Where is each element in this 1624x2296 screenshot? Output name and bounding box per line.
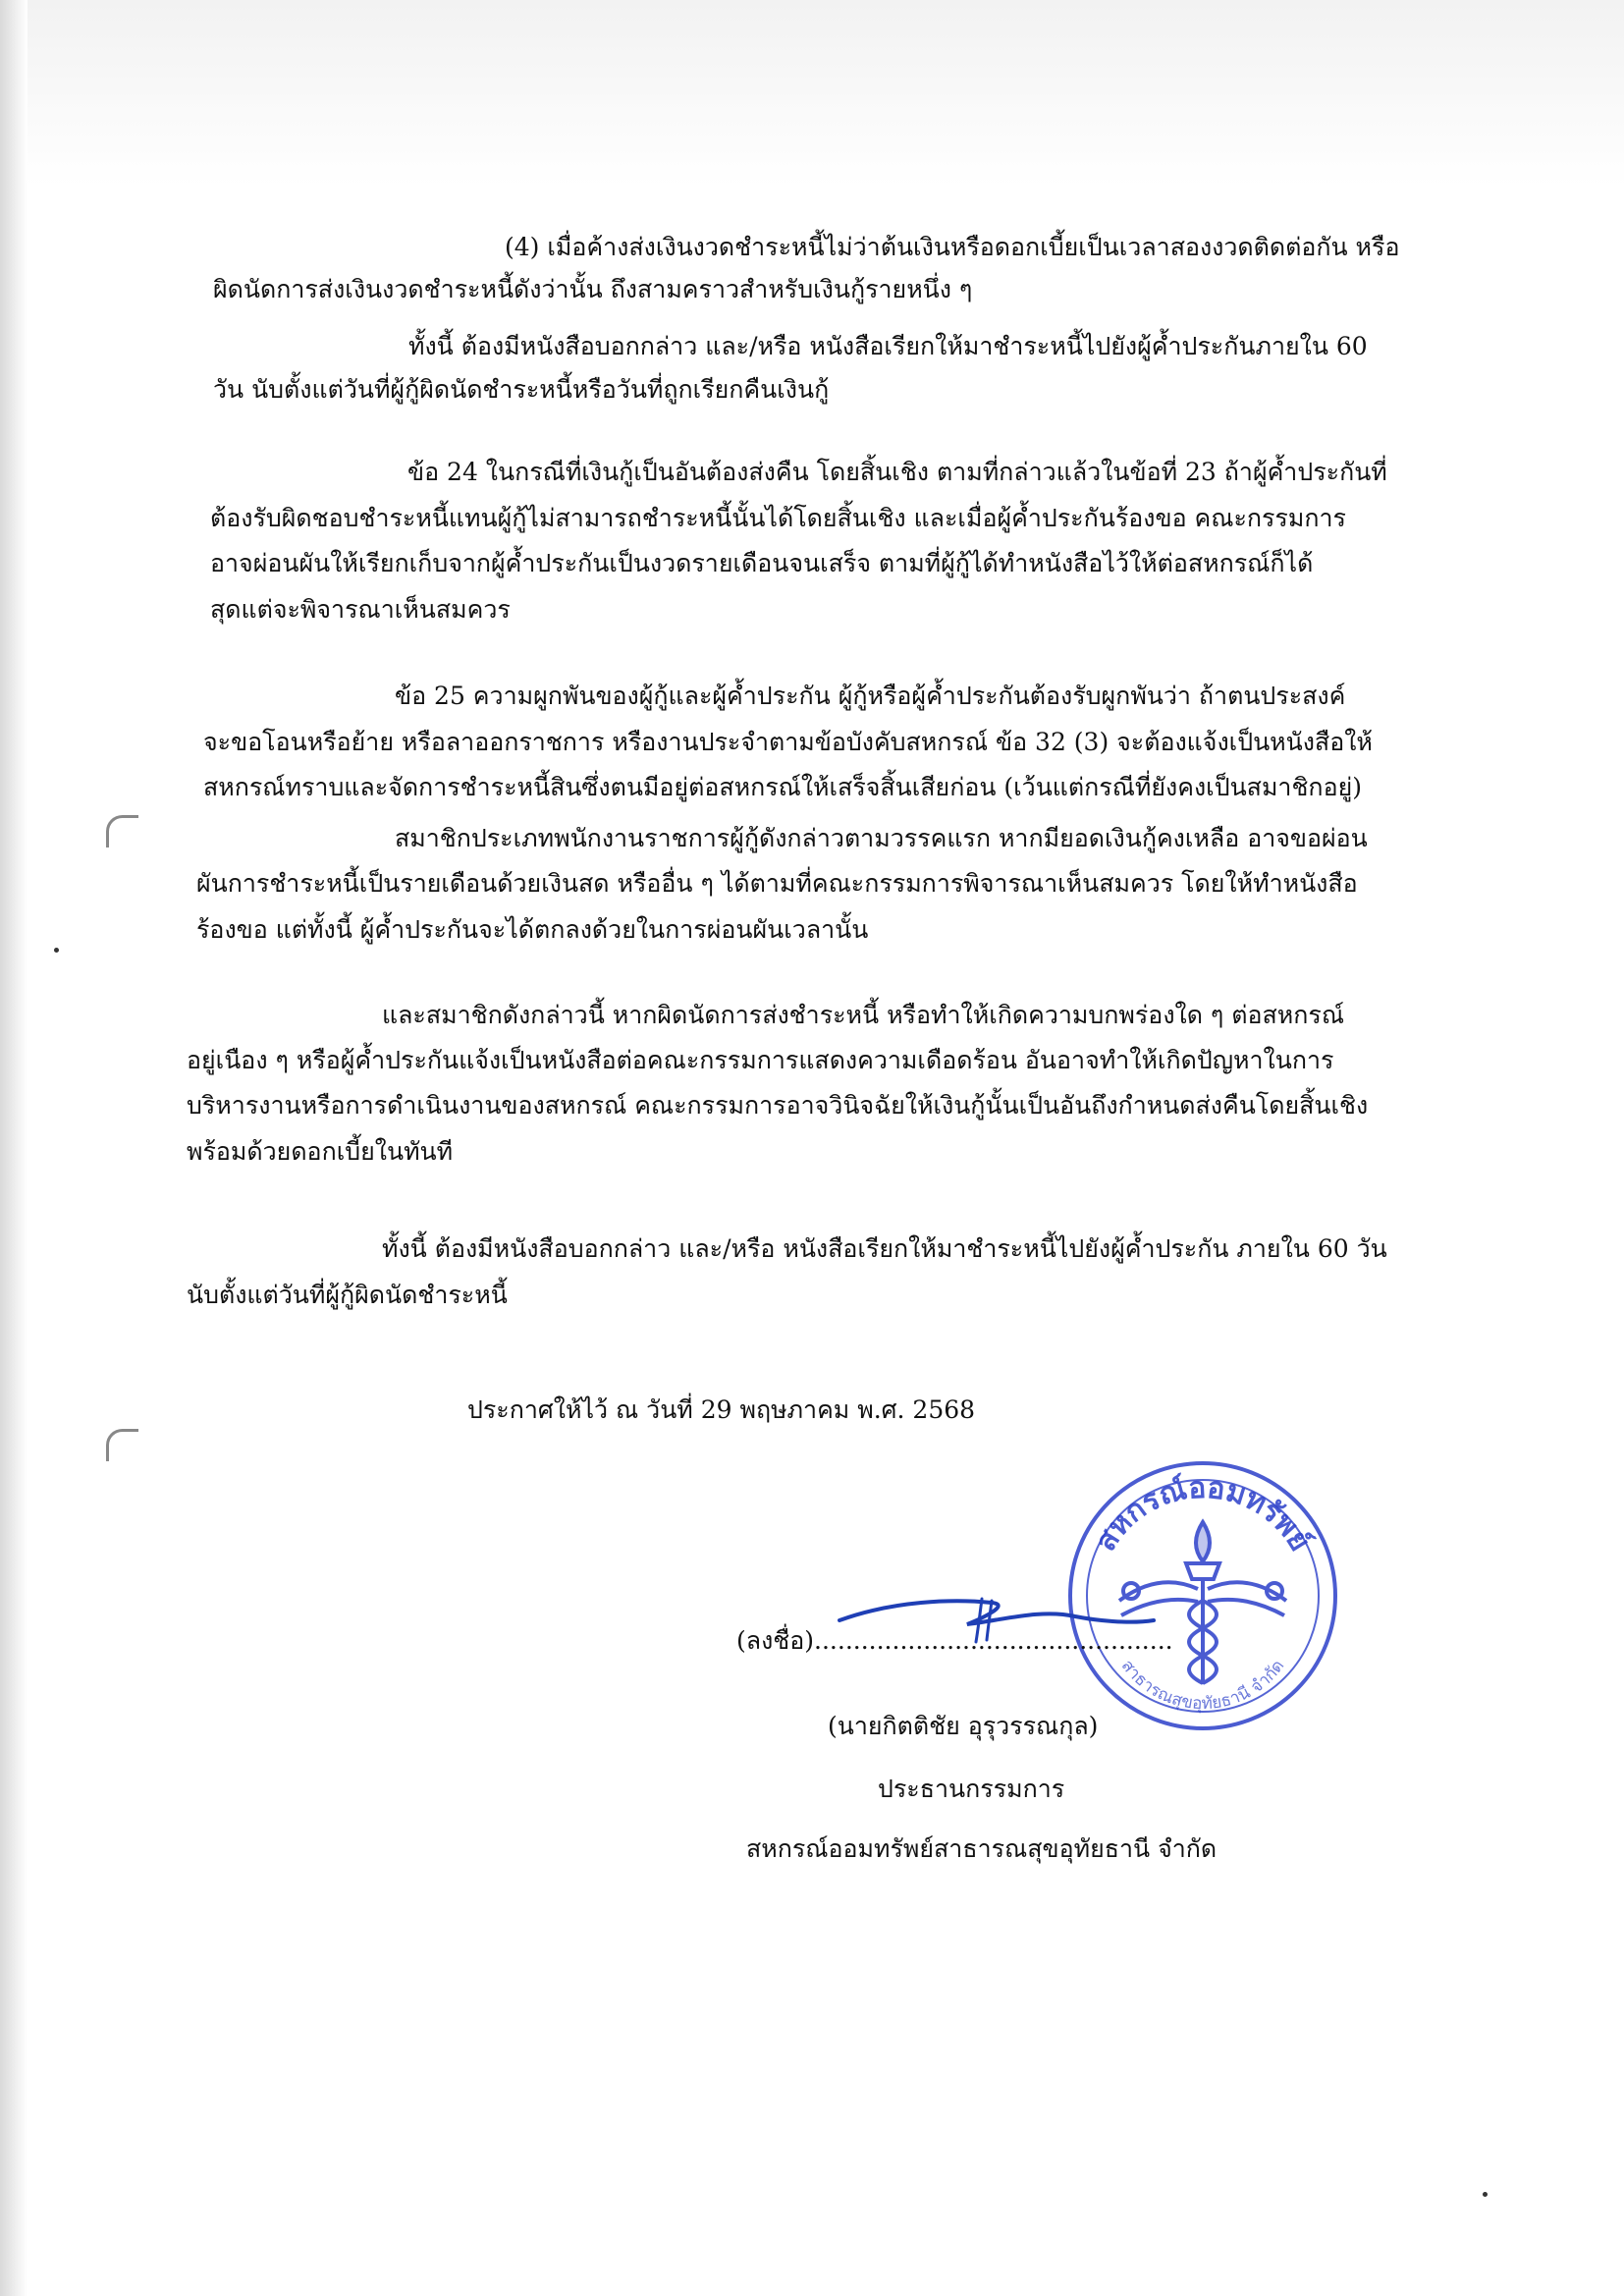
paragraph-line: สุดแต่จะพิจารณาเห็นสมควร [210,595,511,624]
paragraph-line: ต้องรับผิดชอบชำระหนี้แทนผู้กู้ไม่สามารถชำระหนี้นั้นได้โดยสิ้นเชิง และเมื่อผู้ค้ำประกันร้องขอ คณะกรรมการ [210,504,1346,532]
paragraph-line: อยู่เนือง ๆ หรือผู้ค้ำประกันแจ้งเป็นหนังสือต่อคณะกรรมการแสดงความเดือดร้อน อันอาจทำให้เกิดปัญหาในการ [187,1046,1334,1074]
paragraph-line: ทั้งนี้ ต้องมีหนังสือบอกกล่าว และ/หรือ หนังสือเรียกให้มาชำระหนี้ไปยังผู้ค้ำประกันภายใน 60 [408,332,1368,360]
announcement-date: ประกาศให้ไว้ ณ วันที่ 29 พฤษภาคม พ.ศ. 2568 [467,1395,976,1424]
paragraph-line: อาจผ่อนผันให้เรียกเก็บจากผู้ค้ำประกันเป็นงวดรายเดือนจนเสร็จ ตามที่ผู้กู้ได้ทำหนังสือไว้ให้ต่อสหกรณ์ก็ได้ [210,549,1314,577]
paragraph-line: ผิดนัดการส่งเงินงวดชำระหนี้ดังว่านั้น ถึงสามคราวสำหรับเงินกู้รายหนึ่ง ๆ [213,275,973,303]
organization-name: สหกรณ์ออมทรัพย์สาธารณสุขอุทัยธานี จำกัด [746,1834,1218,1863]
paragraph-line: วัน นับตั้งแต่วันที่ผู้กู้ผิดนัดชำระหนี้หรือวันที่ถูกเรียกคืนเงินกู้ [213,375,830,404]
paragraph-line: ข้อ 24 ในกรณีที่เงินกู้เป็นอันต้องส่งคืน โดยสิ้นเชิง ตามที่กล่าวแล้วในข้อที่ 23 ถ้าผู้ค้ำประกันที่ [407,458,1387,486]
paragraph-line: สมาชิกประเภทพนักงานราชการผู้กู้ดังกล่าวตามวรรคแรก หากมียอดเงินกู้คงเหลือ อาจขอผ่อน [395,824,1368,852]
paragraph-line: ข้อ 25 ความผูกพันของผู้กู้และผู้ค้ำประกัน ผู้กู้หรือผู้ค้ำประกันต้องรับผูกพันว่า ถ้าตนประสงค์ [395,682,1346,710]
scan-shadow-top [0,0,1624,187]
signer-name: (นายกิตติชัย อุรุวรรณกุล) [828,1712,1099,1740]
signature-dotted-line: .............................................. [814,1626,1173,1655]
seal-text-top: สหกรณ์ออมทรัพย์ [1088,1470,1318,1558]
paragraph-line: จะขอโอนหรือย้าย หรือลาออกราชการ หรืองานประจำตามข้อบังคับสหกรณ์ ข้อ 32 (3) จะต้องแจ้งเป็นหนังสือให้ [203,728,1373,756]
paragraph-line: และสมาชิกดังกล่าวนี้ หากผิดนัดการส่งชำระหนี้ หรือทำให้เกิดความบกพร่องใด ๆ ต่อสหกรณ์ [382,1001,1345,1029]
signer-position: ประธานกรรมการ [878,1775,1065,1803]
paragraph-line: ทั้งนี้ ต้องมีหนังสือบอกกล่าว และ/หรือ หนังสือเรียกให้มาชำระหนี้ไปยังผู้ค้ำประกัน ภายใน 60 วัน [382,1234,1387,1263]
paragraph-line: นับตั้งแต่วันที่ผู้กู้ผิดนัดชำระหนี้ [187,1281,508,1309]
scan-speck [1483,2192,1488,2197]
signature-row [736,1625,1173,1657]
scan-speck [54,948,59,953]
paragraph-line: (4) เมื่อค้างส่งเงินงวดชำระหนี้ไม่ว่าต้นเงินหรือดอกเบี้ยเป็นเวลาสองงวดติดต่อกัน หรือ [505,233,1400,261]
signature-label: (ลงชื่อ) [736,1626,815,1655]
punch-hole-mark [106,815,138,847]
seal-text-bottom: สาธารณสุขอุทัยธานี จำกัด [1116,1656,1289,1715]
paragraph-line: บริหารงานหรือการดำเนินงานของสหกรณ์ คณะกรรมการอาจวินิจฉัยให้เงินกู้นั้นเป็นอันถึงกำหนดส่งคืนโดยสิ้นเชิง [187,1091,1369,1120]
paragraph-line: พร้อมด้วยดอกเบี้ยในทันที [187,1137,454,1166]
paragraph-line: ร้องขอ แต่ทั้งนี้ ผู้ค้ำประกันจะได้ตกลงด้วยในการผ่อนผันเวลานั้น [196,915,869,944]
scan-shadow-left [0,0,27,2296]
paragraph-line: ผันการชำระหนี้เป็นรายเดือนด้วยเงินสด หรืออื่น ๆ ได้ตามที่คณะกรรมการพิจารณาเห็นสมควร โดยให้ทำหนังสือ [196,869,1358,898]
paragraph-line: สหกรณ์ทราบและจัดการชำระหนี้สินซึ่งตนมีอยู่ต่อสหกรณ์ให้เสร็จสิ้นเสียก่อน (เว้นแต่กรณีที่ยังคงเป็นสมาชิกอยู่) [203,773,1362,801]
punch-hole-mark [106,1429,138,1461]
